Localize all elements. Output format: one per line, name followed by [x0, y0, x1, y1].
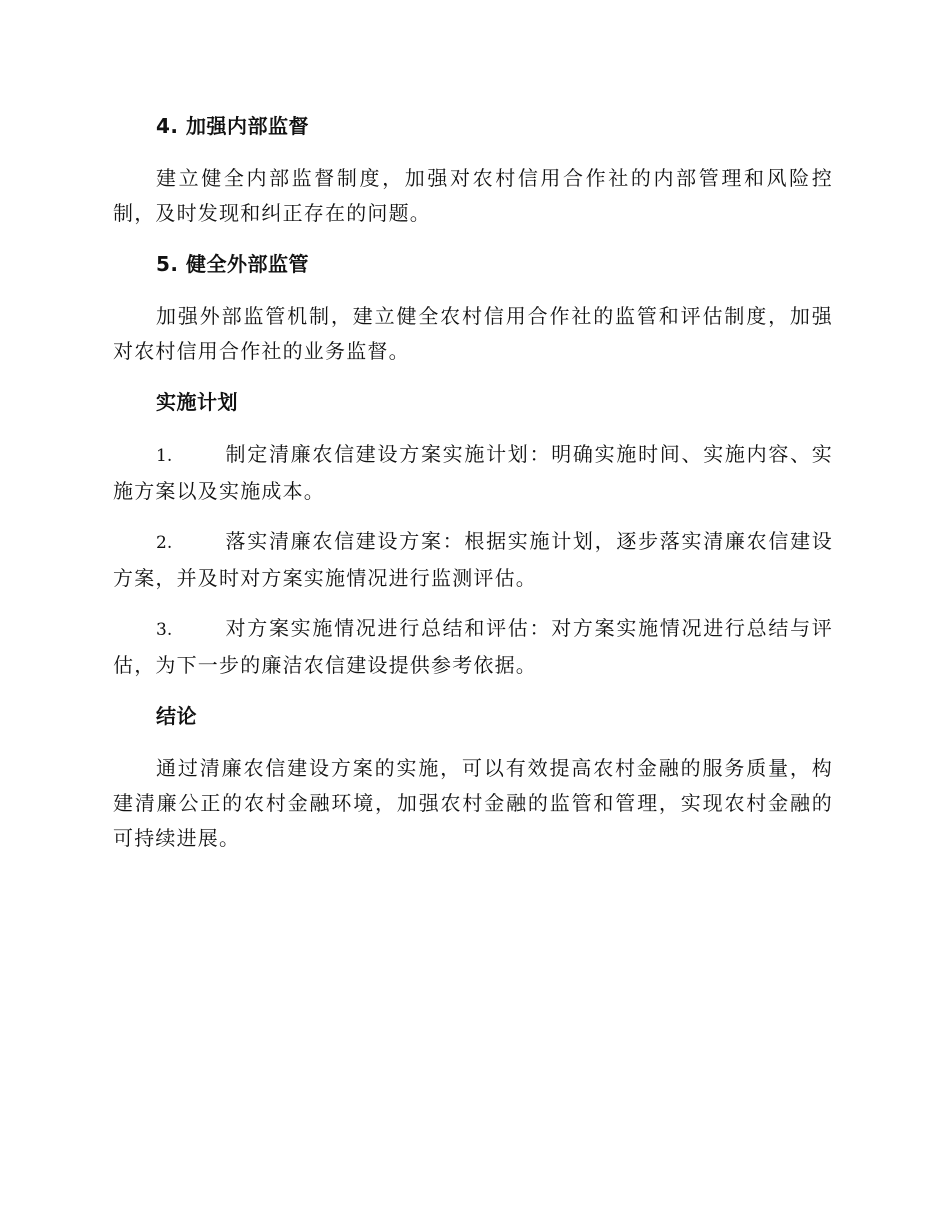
section-paragraph-internal-supervision: 建立健全内部监督制度，加强对农村信用合作社的内部管理和风险控制，及时发现和纠正存在的问题。	[113, 166, 833, 225]
section-paragraph-external-regulation: 加强外部监管机制，建立健全农村信用合作社的监管和评估制度，加强对农村信用合作社的业务监督。	[113, 304, 833, 363]
plan-heading: 实施计划	[156, 390, 238, 414]
plan-item-number: 3.	[156, 620, 173, 640]
conclusion-heading: 结论	[156, 704, 197, 728]
document-body	[113, 108, 833, 856]
plan-item-number: 1.	[156, 446, 173, 466]
conclusion-paragraph: 通过清廉农信建设方案的实施，可以有效提高农村金融的服务质量，构建清廉公正的农村金融环境，加强农村金融的监管和管理，实现农村金融的可持续进展。	[113, 756, 833, 850]
plan-list-item	[113, 524, 833, 596]
plan-list-item	[113, 611, 833, 683]
section-heading-external-regulation: 5. 健全外部监管	[156, 252, 309, 276]
plan-item-number: 2.	[156, 533, 173, 553]
plan-item-text: 制定清廉农信建设方案实施计划：明确实施时间、实施内容、实施方案以及实施成本。	[113, 442, 833, 503]
plan-item-text: 对方案实施情况进行总结和评估：对方案实施情况进行总结与评估，为下一步的廉洁农信建设提供参考依据。	[113, 616, 833, 677]
plan-list-item	[113, 437, 833, 509]
plan-item-text: 落实清廉农信建设方案：根据实施计划，逐步落实清廉农信建设方案，并及时对方案实施情况进行监测评估。	[113, 529, 833, 590]
section-heading-internal-supervision: 4. 加强内部监督	[156, 114, 309, 138]
